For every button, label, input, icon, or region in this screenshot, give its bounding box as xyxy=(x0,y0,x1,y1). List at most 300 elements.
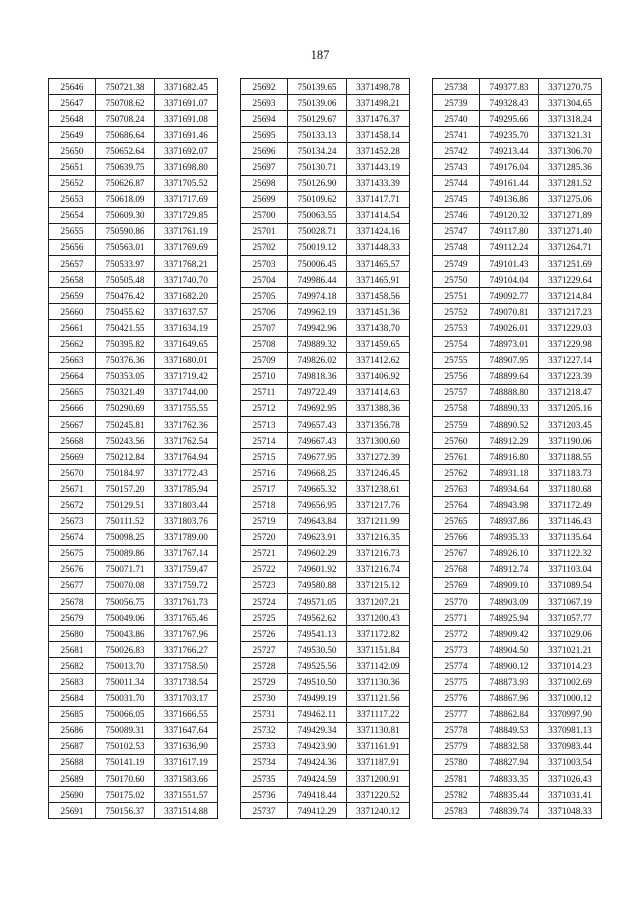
x-coordinate-cell: 749120.32 xyxy=(480,207,539,223)
y-coordinate-cell: 3371729.85 xyxy=(155,207,218,223)
y-coordinate-cell: 3371002.69 xyxy=(539,674,602,690)
y-coordinate-cell: 3371767.14 xyxy=(155,545,218,561)
x-coordinate-cell: 749026.01 xyxy=(480,320,539,336)
point-number-cell: 25769 xyxy=(433,577,480,593)
point-number-cell: 25667 xyxy=(49,416,96,432)
table-row xyxy=(433,352,602,368)
table-row xyxy=(241,256,410,272)
table-row xyxy=(49,256,218,272)
point-number-cell: 25652 xyxy=(49,175,96,191)
y-coordinate-cell: 3371761.19 xyxy=(155,223,218,239)
point-number-cell: 25729 xyxy=(241,674,288,690)
table-row xyxy=(241,497,410,513)
point-number-cell: 25650 xyxy=(49,143,96,159)
point-number-cell: 25696 xyxy=(241,143,288,159)
point-number-cell: 25765 xyxy=(433,513,480,529)
y-coordinate-cell: 3371172.49 xyxy=(539,497,602,513)
table-row xyxy=(433,513,602,529)
table-row xyxy=(241,207,410,223)
x-coordinate-cell: 750129.51 xyxy=(96,497,155,513)
point-number-cell: 25678 xyxy=(49,594,96,610)
point-number-cell: 25758 xyxy=(433,400,480,416)
x-coordinate-cell: 750609.30 xyxy=(96,207,155,223)
table-row xyxy=(49,336,218,352)
table-row xyxy=(241,159,410,175)
x-coordinate-cell: 750590.86 xyxy=(96,223,155,239)
x-coordinate-cell: 749328.43 xyxy=(480,95,539,111)
x-coordinate-cell: 748907.95 xyxy=(480,352,539,368)
x-coordinate-cell: 750049.06 xyxy=(96,610,155,626)
point-number-cell: 25759 xyxy=(433,416,480,432)
y-coordinate-cell: 3371755.55 xyxy=(155,400,218,416)
table-row xyxy=(241,79,410,95)
table-row xyxy=(49,754,218,770)
x-coordinate-cell: 748931.18 xyxy=(480,465,539,481)
x-coordinate-cell: 748916.80 xyxy=(480,449,539,465)
x-coordinate-cell: 749667.43 xyxy=(288,433,347,449)
table-row xyxy=(49,497,218,513)
point-number-cell: 25748 xyxy=(433,239,480,255)
point-number-cell: 25747 xyxy=(433,223,480,239)
y-coordinate-cell: 3371031.41 xyxy=(539,787,602,803)
x-coordinate-cell: 750102.53 xyxy=(96,738,155,754)
point-number-cell: 25770 xyxy=(433,594,480,610)
table-row xyxy=(241,626,410,642)
table-row xyxy=(433,561,602,577)
point-number-cell: 25722 xyxy=(241,561,288,577)
x-coordinate-cell: 748833.35 xyxy=(480,771,539,787)
y-coordinate-cell: 3371135.64 xyxy=(539,529,602,545)
point-number-cell: 25704 xyxy=(241,272,288,288)
point-number-cell: 25732 xyxy=(241,722,288,738)
table-row xyxy=(241,771,410,787)
x-coordinate-cell: 749580.88 xyxy=(288,577,347,593)
x-coordinate-cell: 749112.24 xyxy=(480,239,539,255)
table-row xyxy=(241,787,410,803)
point-number-cell: 25680 xyxy=(49,626,96,642)
y-coordinate-cell: 3371803.76 xyxy=(155,513,218,529)
y-coordinate-cell: 3371514.88 xyxy=(155,803,218,819)
x-coordinate-cell: 750652.64 xyxy=(96,143,155,159)
point-number-cell: 25651 xyxy=(49,159,96,175)
point-number-cell: 25780 xyxy=(433,754,480,770)
point-number-cell: 25744 xyxy=(433,175,480,191)
x-coordinate-cell: 748890.52 xyxy=(480,416,539,432)
y-coordinate-cell: 3371789.00 xyxy=(155,529,218,545)
table-row xyxy=(49,626,218,642)
table-row xyxy=(241,304,410,320)
x-coordinate-cell: 749601.92 xyxy=(288,561,347,577)
y-coordinate-cell: 3371220.52 xyxy=(347,787,410,803)
point-number-cell: 25779 xyxy=(433,738,480,754)
y-coordinate-cell: 3371758.50 xyxy=(155,658,218,674)
x-coordinate-cell: 749657.43 xyxy=(288,416,347,432)
point-number-cell: 25654 xyxy=(49,207,96,223)
x-coordinate-cell: 748903.09 xyxy=(480,594,539,610)
point-number-cell: 25774 xyxy=(433,658,480,674)
table-row xyxy=(433,368,602,384)
y-coordinate-cell: 3371424.16 xyxy=(347,223,410,239)
y-coordinate-cell: 3371759.47 xyxy=(155,561,218,577)
table-row xyxy=(241,529,410,545)
y-coordinate-cell: 3371000.12 xyxy=(539,690,602,706)
table-row xyxy=(49,513,218,529)
y-coordinate-cell: 3371216.74 xyxy=(347,561,410,577)
y-coordinate-cell: 3371761.73 xyxy=(155,594,218,610)
y-coordinate-cell: 3371388.36 xyxy=(347,400,410,416)
point-number-cell: 25676 xyxy=(49,561,96,577)
table-row xyxy=(49,594,218,610)
y-coordinate-cell: 3371188.55 xyxy=(539,449,602,465)
table-row xyxy=(241,803,410,819)
coordinate-table-2 xyxy=(240,78,410,819)
y-coordinate-cell: 3371200.91 xyxy=(347,771,410,787)
point-number-cell: 25714 xyxy=(241,433,288,449)
coordinate-table-1 xyxy=(48,78,218,819)
point-number-cell: 25663 xyxy=(49,352,96,368)
point-number-cell: 25727 xyxy=(241,642,288,658)
y-coordinate-cell: 3371583.66 xyxy=(155,771,218,787)
table-row xyxy=(241,143,410,159)
point-number-cell: 25718 xyxy=(241,497,288,513)
table-row xyxy=(49,416,218,432)
point-number-cell: 25709 xyxy=(241,352,288,368)
point-number-cell: 25764 xyxy=(433,497,480,513)
table-row xyxy=(49,272,218,288)
y-coordinate-cell: 3371203.45 xyxy=(539,416,602,432)
table-row xyxy=(49,207,218,223)
x-coordinate-cell: 749722.49 xyxy=(288,384,347,400)
x-coordinate-cell: 750019.12 xyxy=(288,239,347,255)
y-coordinate-cell: 3371634.19 xyxy=(155,320,218,336)
x-coordinate-cell: 750505.48 xyxy=(96,272,155,288)
x-coordinate-cell: 750126.90 xyxy=(288,175,347,191)
point-number-cell: 25697 xyxy=(241,159,288,175)
table-row xyxy=(49,642,218,658)
table-row xyxy=(49,127,218,143)
x-coordinate-cell: 749677.95 xyxy=(288,449,347,465)
table-row xyxy=(49,610,218,626)
y-coordinate-cell: 3371172.82 xyxy=(347,626,410,642)
x-coordinate-cell: 750026.83 xyxy=(96,642,155,658)
x-coordinate-cell: 749070.81 xyxy=(480,304,539,320)
x-coordinate-cell: 748888.80 xyxy=(480,384,539,400)
x-coordinate-cell: 749889.32 xyxy=(288,336,347,352)
x-coordinate-cell: 750139.65 xyxy=(288,79,347,95)
y-coordinate-cell: 3371412.62 xyxy=(347,352,410,368)
table-row xyxy=(241,111,410,127)
point-number-cell: 25681 xyxy=(49,642,96,658)
point-number-cell: 25734 xyxy=(241,754,288,770)
point-number-cell: 25708 xyxy=(241,336,288,352)
point-number-cell: 25711 xyxy=(241,384,288,400)
point-number-cell: 25778 xyxy=(433,722,480,738)
y-coordinate-cell: 3371705.52 xyxy=(155,175,218,191)
point-number-cell: 25671 xyxy=(49,481,96,497)
y-coordinate-cell: 3371356.78 xyxy=(347,416,410,432)
y-coordinate-cell: 3371458.14 xyxy=(347,127,410,143)
point-number-cell: 25783 xyxy=(433,803,480,819)
y-coordinate-cell: 3371029.06 xyxy=(539,626,602,642)
point-number-cell: 25730 xyxy=(241,690,288,706)
point-number-cell: 25771 xyxy=(433,610,480,626)
table-row xyxy=(241,706,410,722)
y-coordinate-cell: 3371769.69 xyxy=(155,239,218,255)
y-coordinate-cell: 3371768.21 xyxy=(155,256,218,272)
y-coordinate-cell: 3371214.84 xyxy=(539,288,602,304)
point-number-cell: 25699 xyxy=(241,191,288,207)
point-number-cell: 25720 xyxy=(241,529,288,545)
table-row xyxy=(49,111,218,127)
point-number-cell: 25690 xyxy=(49,787,96,803)
x-coordinate-cell: 750013.70 xyxy=(96,658,155,674)
x-coordinate-cell: 750245.81 xyxy=(96,416,155,432)
table-row xyxy=(241,336,410,352)
point-number-cell: 25689 xyxy=(49,771,96,787)
x-coordinate-cell: 749429.34 xyxy=(288,722,347,738)
x-coordinate-cell: 749602.29 xyxy=(288,545,347,561)
x-coordinate-cell: 750056.75 xyxy=(96,594,155,610)
x-coordinate-cell: 749117.80 xyxy=(480,223,539,239)
point-number-cell: 25649 xyxy=(49,127,96,143)
table-row xyxy=(241,642,410,658)
point-number-cell: 25768 xyxy=(433,561,480,577)
x-coordinate-cell: 748900.12 xyxy=(480,658,539,674)
x-coordinate-cell: 750098.25 xyxy=(96,529,155,545)
y-coordinate-cell: 3371207.21 xyxy=(347,594,410,610)
y-coordinate-cell: 3371698.80 xyxy=(155,159,218,175)
y-coordinate-cell: 3371130.81 xyxy=(347,722,410,738)
x-coordinate-cell: 750089.86 xyxy=(96,545,155,561)
x-coordinate-cell: 748926.10 xyxy=(480,545,539,561)
x-coordinate-cell: 749530.50 xyxy=(288,642,347,658)
table-row xyxy=(49,771,218,787)
x-coordinate-cell: 748935.33 xyxy=(480,529,539,545)
y-coordinate-cell: 3371691.08 xyxy=(155,111,218,127)
point-number-cell: 25763 xyxy=(433,481,480,497)
x-coordinate-cell: 749104.04 xyxy=(480,272,539,288)
table-row xyxy=(49,722,218,738)
y-coordinate-cell: 3371766.27 xyxy=(155,642,218,658)
y-coordinate-cell: 3371465.57 xyxy=(347,256,410,272)
x-coordinate-cell: 749213.44 xyxy=(480,143,539,159)
table-row xyxy=(433,771,602,787)
x-coordinate-cell: 748943.98 xyxy=(480,497,539,513)
table-row xyxy=(49,545,218,561)
y-coordinate-cell: 3371180.68 xyxy=(539,481,602,497)
x-coordinate-cell: 750184.97 xyxy=(96,465,155,481)
point-number-cell: 25687 xyxy=(49,738,96,754)
table-row xyxy=(433,706,602,722)
y-coordinate-cell: 3371476.37 xyxy=(347,111,410,127)
y-coordinate-cell: 3371229.03 xyxy=(539,320,602,336)
point-number-cell: 25751 xyxy=(433,288,480,304)
x-coordinate-cell: 748835.44 xyxy=(480,787,539,803)
y-coordinate-cell: 3371649.65 xyxy=(155,336,218,352)
y-coordinate-cell: 3371251.69 xyxy=(539,256,602,272)
point-number-cell: 25674 xyxy=(49,529,96,545)
y-coordinate-cell: 3371187.91 xyxy=(347,754,410,770)
table-row xyxy=(49,320,218,336)
table-row xyxy=(49,561,218,577)
table-row xyxy=(433,722,602,738)
table-row xyxy=(433,433,602,449)
y-coordinate-cell: 3371021.21 xyxy=(539,642,602,658)
table-row xyxy=(49,368,218,384)
table-row xyxy=(433,272,602,288)
table-row xyxy=(433,223,602,239)
point-number-cell: 25741 xyxy=(433,127,480,143)
x-coordinate-cell: 749412.29 xyxy=(288,803,347,819)
point-number-cell: 25762 xyxy=(433,465,480,481)
point-number-cell: 25660 xyxy=(49,304,96,320)
x-coordinate-cell: 750071.71 xyxy=(96,561,155,577)
y-coordinate-cell: 3371417.71 xyxy=(347,191,410,207)
y-coordinate-cell: 3371246.45 xyxy=(347,465,410,481)
table-row xyxy=(241,416,410,432)
y-coordinate-cell: 3371217.23 xyxy=(539,304,602,320)
point-number-cell: 25693 xyxy=(241,95,288,111)
table-row xyxy=(433,320,602,336)
table-row xyxy=(49,481,218,497)
x-coordinate-cell: 749826.02 xyxy=(288,352,347,368)
y-coordinate-cell: 3371264.71 xyxy=(539,239,602,255)
point-number-cell: 25736 xyxy=(241,787,288,803)
table-row xyxy=(49,304,218,320)
table-row xyxy=(241,223,410,239)
table-row xyxy=(49,352,218,368)
point-number-cell: 25756 xyxy=(433,368,480,384)
y-coordinate-cell: 3371767.96 xyxy=(155,626,218,642)
x-coordinate-cell: 749510.50 xyxy=(288,674,347,690)
point-number-cell: 25670 xyxy=(49,465,96,481)
table-row xyxy=(433,175,602,191)
y-coordinate-cell: 3371218.47 xyxy=(539,384,602,400)
y-coordinate-cell: 3370983.44 xyxy=(539,738,602,754)
table-row xyxy=(241,127,410,143)
x-coordinate-cell: 749986.44 xyxy=(288,272,347,288)
y-coordinate-cell: 3371772.43 xyxy=(155,465,218,481)
point-number-cell: 25728 xyxy=(241,658,288,674)
point-number-cell: 25700 xyxy=(241,207,288,223)
y-coordinate-cell: 3371451.36 xyxy=(347,304,410,320)
point-number-cell: 25716 xyxy=(241,465,288,481)
table-row xyxy=(433,95,602,111)
table-row xyxy=(49,223,218,239)
y-coordinate-cell: 3371103.04 xyxy=(539,561,602,577)
table-row xyxy=(49,400,218,416)
table-row xyxy=(241,658,410,674)
point-number-cell: 25750 xyxy=(433,272,480,288)
x-coordinate-cell: 750686.64 xyxy=(96,127,155,143)
x-coordinate-cell: 749235.70 xyxy=(480,127,539,143)
y-coordinate-cell: 3371448.33 xyxy=(347,239,410,255)
table-row xyxy=(433,416,602,432)
x-coordinate-cell: 748934.64 xyxy=(480,481,539,497)
y-coordinate-cell: 3371285.36 xyxy=(539,159,602,175)
point-number-cell: 25739 xyxy=(433,95,480,111)
y-coordinate-cell: 3371759.72 xyxy=(155,577,218,593)
y-coordinate-cell: 3371223.39 xyxy=(539,368,602,384)
x-coordinate-cell: 749541.13 xyxy=(288,626,347,642)
y-coordinate-cell: 3371740.70 xyxy=(155,272,218,288)
x-coordinate-cell: 749101.43 xyxy=(480,256,539,272)
x-coordinate-cell: 750321.49 xyxy=(96,384,155,400)
point-number-cell: 25659 xyxy=(49,288,96,304)
x-coordinate-cell: 750376.36 xyxy=(96,352,155,368)
x-coordinate-cell: 749136.86 xyxy=(480,191,539,207)
coordinate-table-3 xyxy=(432,78,602,819)
y-coordinate-cell: 3371762.54 xyxy=(155,433,218,449)
table-row xyxy=(49,433,218,449)
point-number-cell: 25688 xyxy=(49,754,96,770)
table-row xyxy=(433,610,602,626)
table-row xyxy=(433,288,602,304)
point-number-cell: 25749 xyxy=(433,256,480,272)
table-row xyxy=(433,738,602,754)
x-coordinate-cell: 750533.97 xyxy=(96,256,155,272)
table-row xyxy=(241,481,410,497)
point-number-cell: 25742 xyxy=(433,143,480,159)
x-coordinate-cell: 750066.05 xyxy=(96,706,155,722)
table-row xyxy=(49,175,218,191)
x-coordinate-cell: 748909.10 xyxy=(480,577,539,593)
x-coordinate-cell: 749424.36 xyxy=(288,754,347,770)
point-number-cell: 25682 xyxy=(49,658,96,674)
x-coordinate-cell: 750111.52 xyxy=(96,513,155,529)
point-number-cell: 25745 xyxy=(433,191,480,207)
y-coordinate-cell: 3371498.78 xyxy=(347,79,410,95)
x-coordinate-cell: 750109.62 xyxy=(288,191,347,207)
point-number-cell: 25666 xyxy=(49,400,96,416)
x-coordinate-cell: 749665.32 xyxy=(288,481,347,497)
point-number-cell: 25703 xyxy=(241,256,288,272)
y-coordinate-cell: 3371014.23 xyxy=(539,658,602,674)
table-row xyxy=(49,674,218,690)
y-coordinate-cell: 3371270.75 xyxy=(539,79,602,95)
x-coordinate-cell: 748937.86 xyxy=(480,513,539,529)
point-number-cell: 25646 xyxy=(49,79,96,95)
x-coordinate-cell: 748873.93 xyxy=(480,674,539,690)
point-number-cell: 25766 xyxy=(433,529,480,545)
table-row xyxy=(433,787,602,803)
y-coordinate-cell: 3371003.54 xyxy=(539,754,602,770)
y-coordinate-cell: 3371161.91 xyxy=(347,738,410,754)
table-row xyxy=(49,787,218,803)
x-coordinate-cell: 749092.77 xyxy=(480,288,539,304)
x-coordinate-cell: 750618.09 xyxy=(96,191,155,207)
x-coordinate-cell: 750028.71 xyxy=(288,223,347,239)
point-number-cell: 25775 xyxy=(433,674,480,690)
x-coordinate-cell: 750157.20 xyxy=(96,481,155,497)
x-coordinate-cell: 750639.75 xyxy=(96,159,155,175)
table-row xyxy=(433,400,602,416)
y-coordinate-cell: 3371300.60 xyxy=(347,433,410,449)
x-coordinate-cell: 749377.83 xyxy=(480,79,539,95)
table-row xyxy=(49,577,218,593)
point-number-cell: 25668 xyxy=(49,433,96,449)
table-row xyxy=(241,400,410,416)
table-row xyxy=(241,239,410,255)
table-row xyxy=(241,738,410,754)
x-coordinate-cell: 750063.55 xyxy=(288,207,347,223)
x-coordinate-cell: 748839.74 xyxy=(480,803,539,819)
x-coordinate-cell: 750134.24 xyxy=(288,143,347,159)
point-number-cell: 25702 xyxy=(241,239,288,255)
y-coordinate-cell: 3371271.89 xyxy=(539,207,602,223)
table-row xyxy=(241,272,410,288)
x-coordinate-cell: 750130.71 xyxy=(288,159,347,175)
